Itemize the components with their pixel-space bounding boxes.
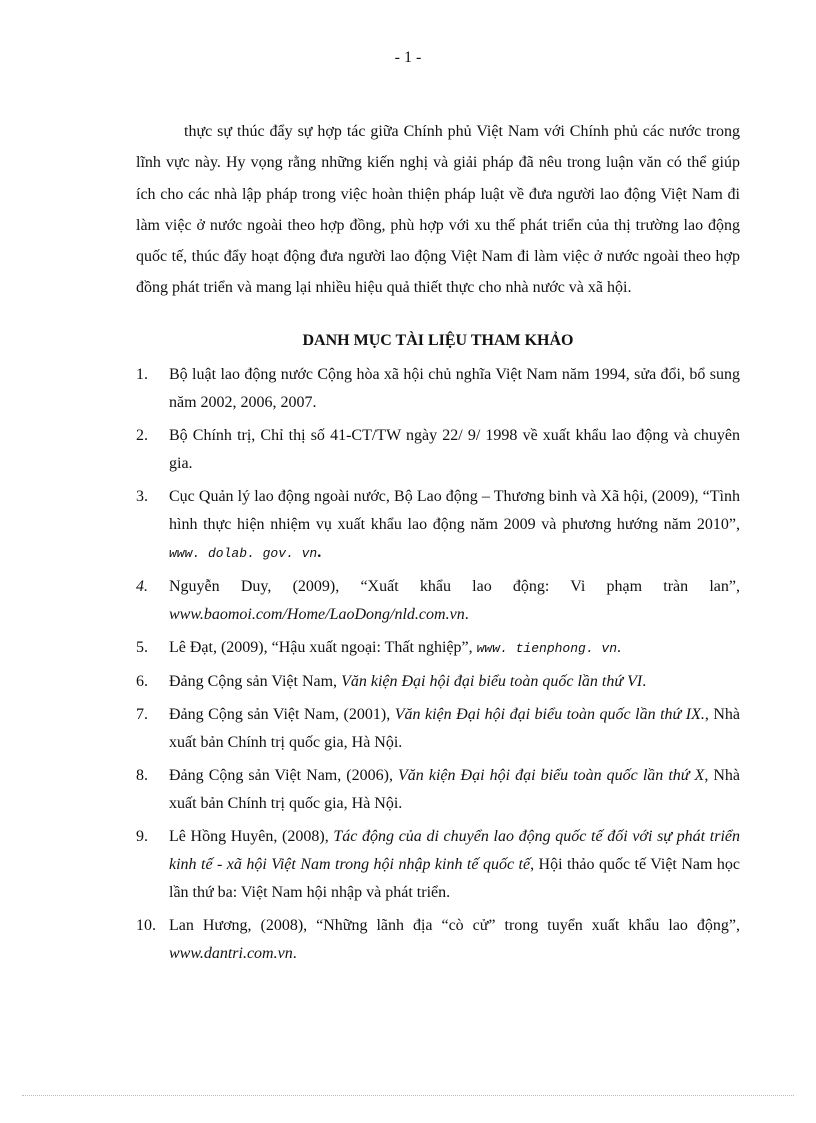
reference-title: Tác động của di chuyển lao động quốc tế đối với sự phát triển kinh tế - xã hội Việt Nam trong hội nhập kinh tế quốc tế xyxy=(169,827,740,873)
reference-link[interactable]: www. dolab. gov. vn xyxy=(169,545,318,561)
reference-item-4 xyxy=(136,573,740,629)
reference-text: Lê Đạt, (2009), “Hậu xuất ngoại: Thất nghiệp”, www. tienphong. vn. xyxy=(169,638,622,656)
page-bottom-divider xyxy=(22,1095,794,1096)
reference-number: 5. xyxy=(136,638,148,656)
reference-text: Bộ luật lao động nước Cộng hòa xã hội chủ nghĩa Việt Nam năm 1994, sửa đổi, bổ sung năm 2002, 2006, 2007. xyxy=(169,365,740,411)
reference-item-8 xyxy=(136,762,740,818)
reference-link[interactable]: www.dantri.com.vn xyxy=(169,944,293,962)
reference-number: 3. xyxy=(136,487,148,505)
page-number: - 1 - xyxy=(394,49,422,66)
reference-number: 1. xyxy=(136,365,148,383)
document-body xyxy=(136,116,740,973)
reference-number: 4. xyxy=(136,577,148,595)
references-heading: DANH MỤC TÀI LIỆU THAM KHẢO xyxy=(302,331,574,349)
reference-list xyxy=(136,361,740,968)
reference-item-3 xyxy=(136,483,740,568)
reference-item-7 xyxy=(136,701,740,757)
reference-item-10 xyxy=(136,912,740,968)
reference-number: 2. xyxy=(136,426,148,444)
reference-link[interactable]: www.baomoi.com/Home/LaoDong/nld.com.vn xyxy=(169,605,465,623)
reference-text: Nguyễn Duy, (2009), “Xuất khẩu lao động: Vi phạm tràn lan”, www.baomoi.com/Home/LaoDong/nld.com.vn. xyxy=(169,577,740,623)
reference-title: Văn kiện Đại hội đại biểu toàn quốc lần thứ X xyxy=(398,766,705,784)
reference-item-5 xyxy=(136,634,740,663)
intro-paragraph: thực sự thúc đẩy sự hợp tác giữa Chính phủ Việt Nam với Chính phủ các nước trong lĩnh vực này. Hy vọng rằng những kiến nghị và giải pháp đã nêu trong luận văn có thể giúp ích cho các nhà lập pháp trong việc hoàn thiện pháp luật về đưa người lao động Việt Nam đi làm việc ở nước ngoài theo hợp đồng, phù hợp với xu thế phát triển của thị trường lao động quốc tế, thúc đẩy hoạt động đưa người lao động Việt Nam đi làm việc ở nước ngoài theo hợp đồng phát triển và mang lại nhiều hiệu quả thiết thực cho nhà nước và xã hội. xyxy=(136,123,740,297)
reference-text: Lan Hương, (2008), “Những lãnh địa “cò cử” trong tuyển xuất khẩu lao động”, www.dantri.com.vn. xyxy=(169,916,740,962)
reference-title: Văn kiện Đại hội đại biểu toàn quốc lần thứ IX. xyxy=(394,705,705,723)
reference-link[interactable]: www. tienphong. vn xyxy=(476,640,618,656)
reference-number: 9. xyxy=(136,827,148,845)
reference-item-2 xyxy=(136,422,740,478)
reference-text: Đảng Cộng sản Việt Nam, (2006), Văn kiện Đại hội đại biểu toàn quốc lần thứ X, Nhà xuất bản Chính trị quốc gia, Hà Nội. xyxy=(169,766,741,812)
reference-text: Lê Hồng Huyên, (2008), Tác động của di chuyển lao động quốc tế đối với sự phát triển kinh tế - xã hội Việt Nam trong hội nhập kinh tế quốc tế, Hội thảo quốc tế Việt Nam học lần thứ ba: Việt Nam hội nhập và phát triển. xyxy=(169,827,740,901)
reference-item-9 xyxy=(136,823,740,907)
reference-title: Văn kiện Đại hội đại biểu toàn quốc lần thứ VI xyxy=(341,672,643,690)
reference-text: Cục Quản lý lao động ngoài nước, Bộ Lao động – Thương binh và Xã hội, (2009), “Tình hình thực hiện nhiệm vụ xuất khẩu lao động năm 2009 và phương hướng năm 2010”, www. dolab. gov. vn. xyxy=(169,487,740,561)
reference-number: 8. xyxy=(136,766,148,784)
reference-text: Đảng Cộng sản Việt Nam, Văn kiện Đại hội đại biểu toàn quốc lần thứ VI. xyxy=(169,672,647,690)
reference-number: 10. xyxy=(136,916,156,934)
reference-number: 7. xyxy=(136,705,148,723)
reference-item-6 xyxy=(136,668,740,696)
reference-number: 6. xyxy=(136,672,148,690)
reference-text: Đảng Cộng sản Việt Nam, (2001), Văn kiện Đại hội đại biểu toàn quốc lần thứ IX., Nhà xuất bản Chính trị quốc gia, Hà Nội. xyxy=(169,705,740,751)
reference-item-1 xyxy=(136,361,740,417)
reference-text: Bộ Chính trị, Chỉ thị số 41-CT/TW ngày 22/ 9/ 1998 về xuất khẩu lao động và chuyên gia. xyxy=(169,426,740,472)
